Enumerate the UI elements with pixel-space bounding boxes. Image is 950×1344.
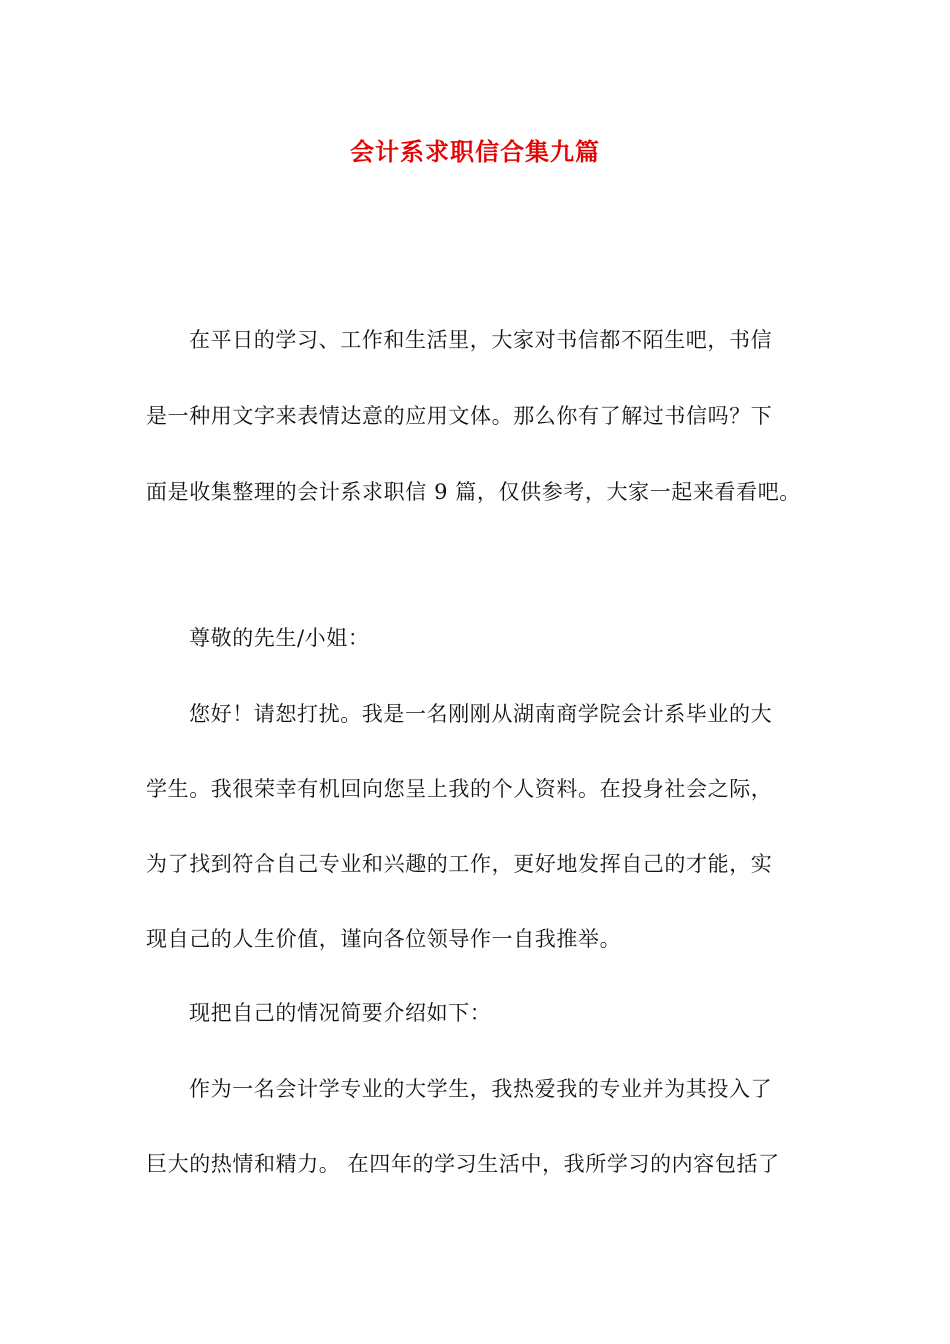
paragraph-line: 现自己的人生价值，谨向各位领导作一自我推举。 (146, 927, 622, 951)
paragraph-line: 您好！请恕打扰。我是一名刚刚从湖南商学院会计系毕业的大 (189, 702, 773, 726)
paragraph-line: 现把自己的情况简要介绍如下： (189, 1001, 492, 1025)
paragraph-line: 为了找到符合自己专业和兴趣的工作，更好地发挥自己的才能，实 (146, 852, 773, 876)
paragraph-line: 面是收集整理的会计系求职信 9 篇，仅供参考，大家一起来看看吧。 (146, 480, 801, 504)
paragraph-line: 学生。我很荣幸有机回向您呈上我的个人资料。在投身社会之际， (146, 777, 773, 801)
paragraph-line: 作为一名会计学专业的大学生，我热爱我的专业并为其投入了 (189, 1077, 773, 1101)
document-title: 会计系求职信合集九篇 (350, 137, 600, 166)
paragraph-line: 是一种用文字来表情达意的应用文体。那么你有了解过书信吗？下 (146, 404, 773, 428)
paragraph-line: 巨大的热情和精力。 在四年的学习生活中，我所学习的内容包括了 (146, 1152, 780, 1176)
paragraph-line: 在平日的学习、工作和生活里，大家对书信都不陌生吧，书信 (189, 328, 773, 352)
salutation-line: 尊敬的先生/小姐： (189, 626, 370, 650)
